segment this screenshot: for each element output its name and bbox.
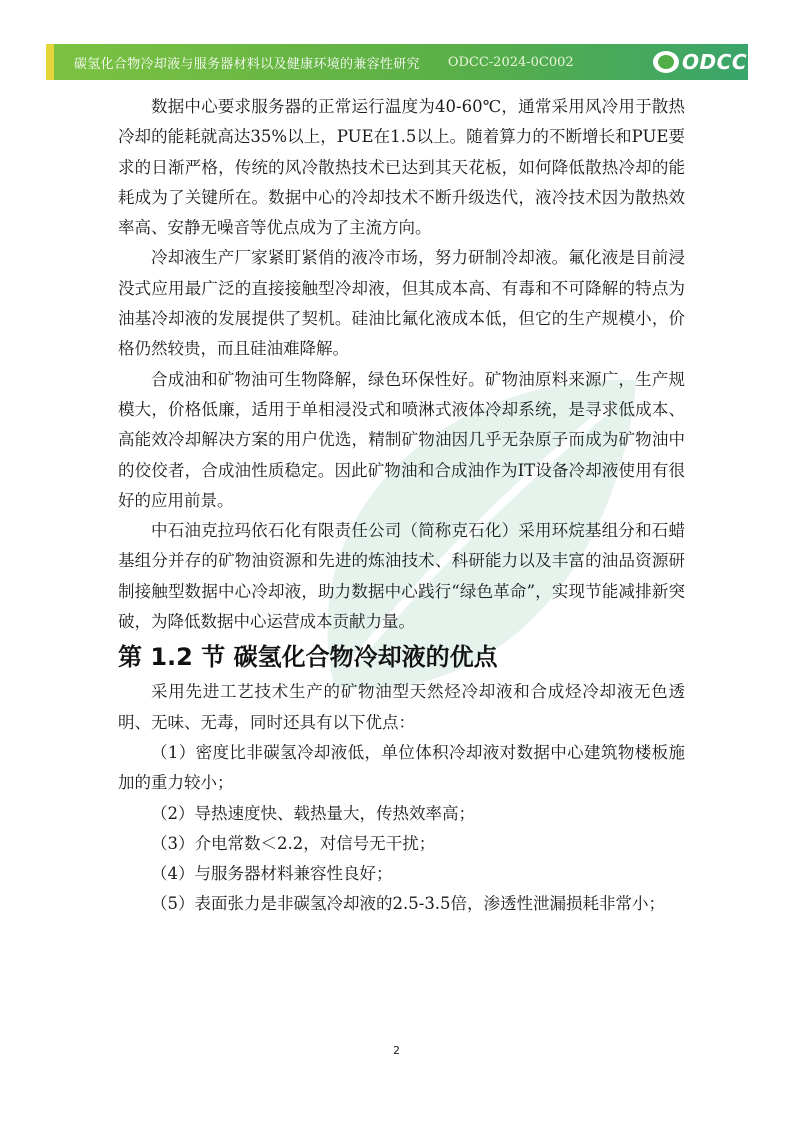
section-heading: 第 1.2 节 碳氢化合物冷却液的优点	[118, 643, 498, 672]
header-accent-bar	[46, 44, 54, 80]
document-title: 碳氢化合物冷却液与服务器材料以及健康环境的兼容性研究	[74, 56, 420, 72]
page-number: 2	[393, 1044, 400, 1057]
advantage-list-item: （4）与服务器材料兼容性良好；	[151, 864, 393, 884]
section-intro: 采用先进工艺技术生产的矿物油型天然烃冷却液和合成烃冷却液无色透明、无味、无毒，同时还具有以下优点：	[118, 682, 685, 732]
advantage-list-item: （2）导热速度快、载热量大，传热效率高；	[151, 803, 475, 823]
advantage-list-item: （5）表面张力是非碳氢冷却液的2.5-3.5倍，渗透性泄漏损耗非常小；	[151, 894, 666, 914]
body-paragraph: 冷却液生产厂家紧盯紧俏的液冷市场，努力研制冷却液。氟化液是目前浸没式应用最广泛的直接接触型冷却液，但其成本高、有毒和不可降解的特点为油基冷却液的发展提供了契机。硅油比氟化液成本低，但它的生产规模小，价格仍然较贵，而且硅油难降解。	[118, 248, 685, 359]
odcc-logo-icon	[653, 51, 679, 73]
odcc-logo-text: ODCC	[682, 50, 747, 74]
body-paragraph: 合成油和矿物油可生物降解，绿色环保性好。矿物油原料来源广，生产规模大，价格低廉，适用于单相浸没式和喷淋式液体冷却系统，是寻求低成本、高能效冷却解决方案的用户优选，精制矿物油因几乎无杂原子而成为矿物油中的佼佼者，合成油性质稳定。因此矿物油和合成油作为IT设备冷却液使用有很好的应用前景。	[118, 369, 685, 510]
odcc-logo	[653, 50, 747, 74]
document-header-band	[48, 44, 748, 80]
body-paragraph: 中石油克拉玛依石化有限责任公司（简称克石化）采用环烷基组分和石蜡基组分并存的矿物油资源和先进的炼油技术、科研能力以及丰富的油品资源研制接触型数据中心冷却液，助力数据中心践行“绿色革命”，实现节能减排新突破，为降低数据中心运营成本贡献力量。	[118, 521, 685, 632]
advantage-list-item: （3）介电常数＜2.2，对信号无干扰；	[151, 833, 436, 853]
page-content	[118, 92, 685, 920]
advantage-list-item: （1）密度比非碳氢冷却液低，单位体积冷却液对数据中心建筑物楼板施加的重力较小；	[118, 742, 685, 793]
document-code: ODCC-2024-0C002	[447, 54, 574, 70]
body-paragraph: 数据中心要求服务器的正常运行温度为40-60℃，通常采用风冷用于散热冷却的能耗就高达35%以上，PUE在1.5以上。随着算力的不断增长和PUE要求的日渐严格，传统的风冷散热技术已达到其天花板，如何降低散热冷却的能耗成为了关键所在。数据中心的冷却技术不断升级迭代，液冷技术因为散热效率高、安静无噪音等优点成为了主流方向。	[118, 97, 685, 238]
